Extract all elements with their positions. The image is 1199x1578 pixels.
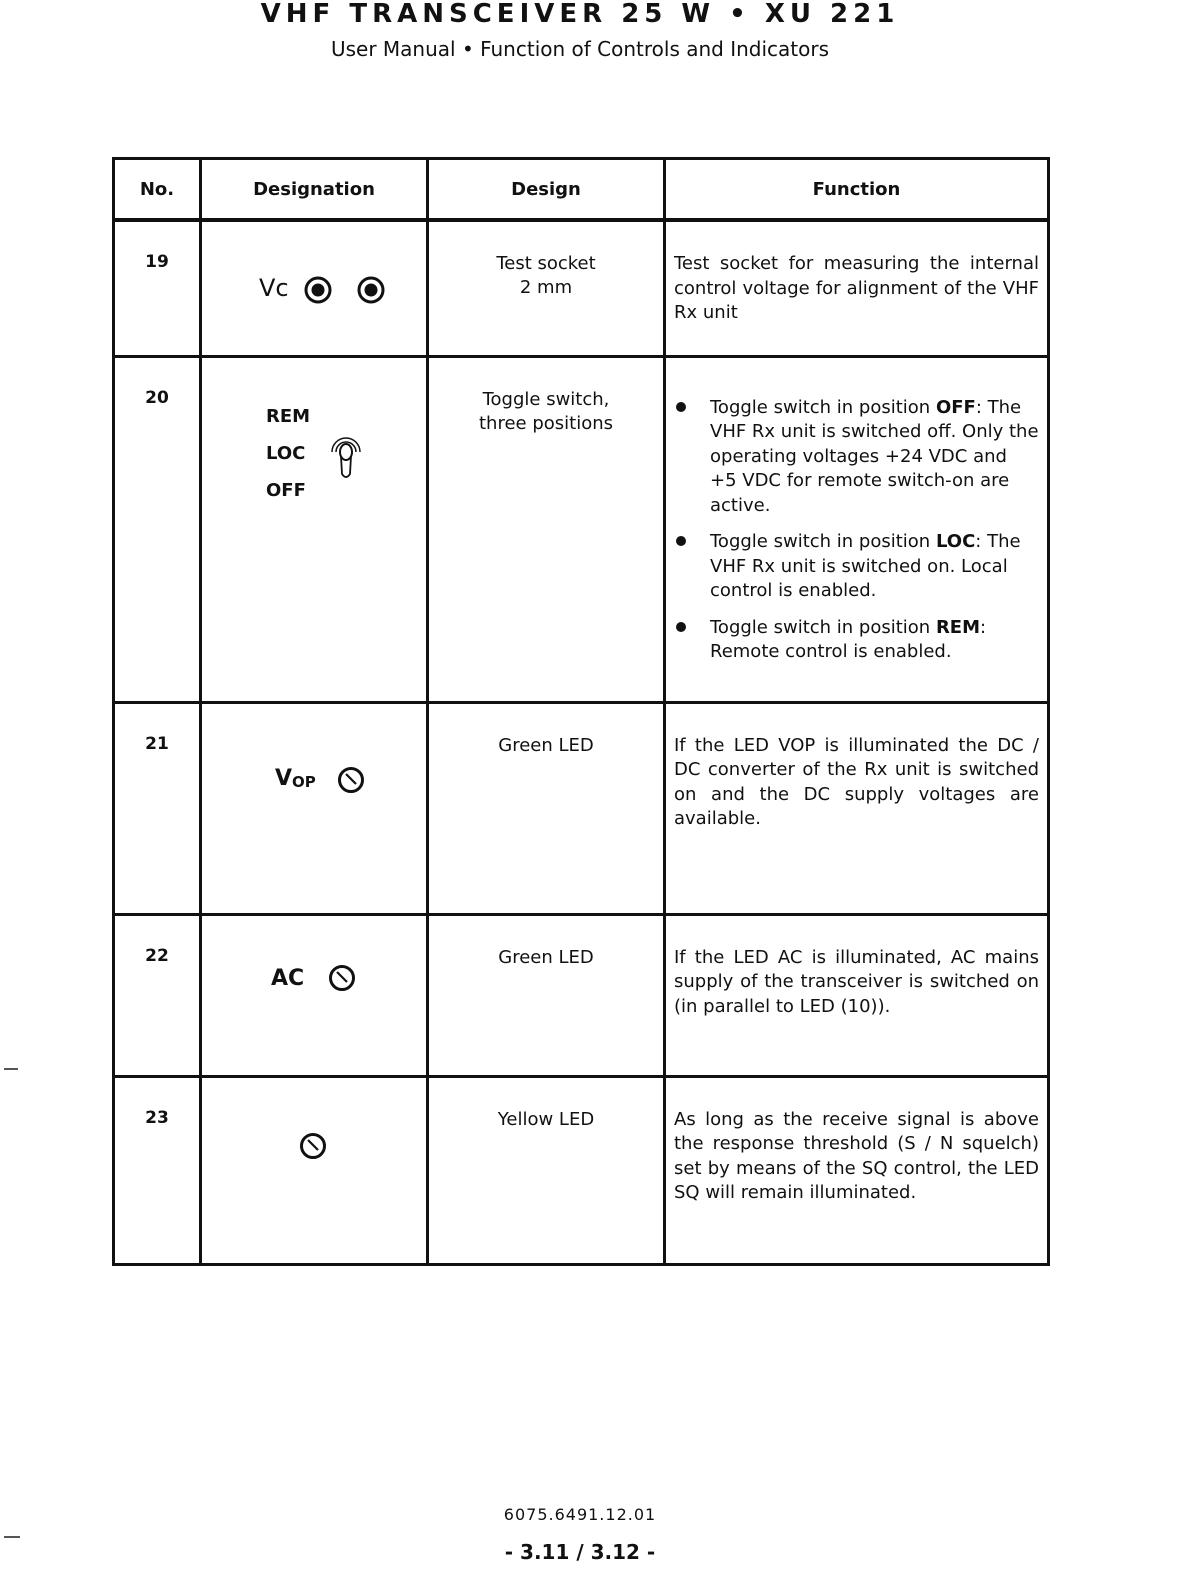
row-number: 21 [114,702,201,914]
design-text: 2 mm [519,277,573,298]
led-icon [336,765,366,795]
designation-cell [201,914,428,1076]
test-socket-icon [356,275,386,305]
rem-label: REM [266,405,311,427]
designation-cell [201,356,428,702]
bullet-icon [676,622,686,632]
designation-cell [201,702,428,914]
margin-mark [4,1536,20,1538]
function-cell [665,914,1049,1076]
page-number: - 3.11 / 3.12 - [504,1540,656,1564]
margin-mark [4,1068,18,1070]
row-number: 23 [114,1076,201,1264]
function-bullet-list [674,396,1039,665]
loc-label: LOC [266,442,306,464]
table-row-23 [114,1076,1049,1264]
list-item [674,616,1039,665]
ac-label: AC [271,965,305,991]
bullet-text: Toggle switch in position [710,531,936,552]
bullet-icon [676,536,686,546]
function-text: If the LED AC is illuminated, AC mains supply of the transceiver is switched on (in parallel to LED (10)). [674,946,1039,1017]
bullet-icon [676,402,686,412]
bullet-key: REM [935,616,981,638]
table-row-20 [114,356,1049,702]
function-text: If the LED VOP is illuminated the DC / DC converter of the Rx unit is switched on and the DC supply voltages are available. [674,734,1039,829]
bullet-text: Toggle switch in position [710,616,936,638]
function-text: Test socket for measuring the internal control voltage for alignment of the VHF Rx unit [674,253,1039,323]
bullet-text: : Remote control is enabled. [710,616,987,662]
function-text: As long as the receive signal is above the response threshold (S / N squelch) set by means of the SQ control, the LED SQ will remain illuminated. [674,1108,1039,1203]
design-cell [428,220,665,356]
column-header-designation: Designation [201,159,428,221]
column-header-function: Function [665,159,1049,221]
design-text: Yellow LED [497,1108,595,1130]
vc-label: Vc [259,274,289,302]
design-cell [428,1076,665,1264]
bullet-text: Toggle switch in position [710,396,936,418]
bullet-text: : The VHF Rx unit is switched off. Only the operating voltages +24 VDC and +5 VDC for remote switch-on are active. [710,396,1039,516]
vop-label [275,766,316,791]
vop-label-sub: OP [292,772,316,791]
row-number: 20 [114,356,201,702]
list-item [674,396,1039,519]
led-icon [327,963,357,993]
row-number: 22 [114,914,201,1076]
function-cell [665,220,1049,356]
test-socket-icon [303,275,333,305]
controls-table [112,157,1050,1266]
table-header-row [114,159,1049,221]
row-number: 19 [114,220,201,356]
document-code: 6075.6491.12.01 [503,1505,657,1524]
vop-label-main: V [275,765,293,791]
design-text: Green LED [498,734,594,756]
table-row-19 [114,220,1049,356]
list-item [674,530,1039,604]
page-subtitle: User Manual • Function of Controls and Indicators [330,37,830,61]
bullet-key: OFF [935,396,976,418]
bullet-text: : The VHF Rx unit is switched on. Local control is enabled. [710,531,1021,601]
function-cell [665,1076,1049,1264]
design-text: Toggle switch, [482,388,610,410]
column-header-design: Design [428,159,665,221]
page-title: VHF TRANSCEIVER 25 W • XU 221 [260,0,900,29]
toggle-switch-icon [326,430,366,486]
designation-cell [201,1076,428,1264]
design-cell [428,914,665,1076]
design-text: Green LED [498,946,594,968]
function-cell [665,356,1049,702]
designation-cell [201,220,428,356]
table-row-22 [114,914,1049,1076]
function-cell [665,702,1049,914]
design-text: three positions [478,412,613,434]
design-cell [428,702,665,914]
table-row-21 [114,702,1049,914]
column-header-no: No. [114,159,201,221]
led-icon [298,1131,328,1161]
design-cell [428,356,665,702]
bullet-key: LOC [935,531,976,552]
design-text: Test socket [496,253,596,274]
off-label: OFF [266,479,306,501]
